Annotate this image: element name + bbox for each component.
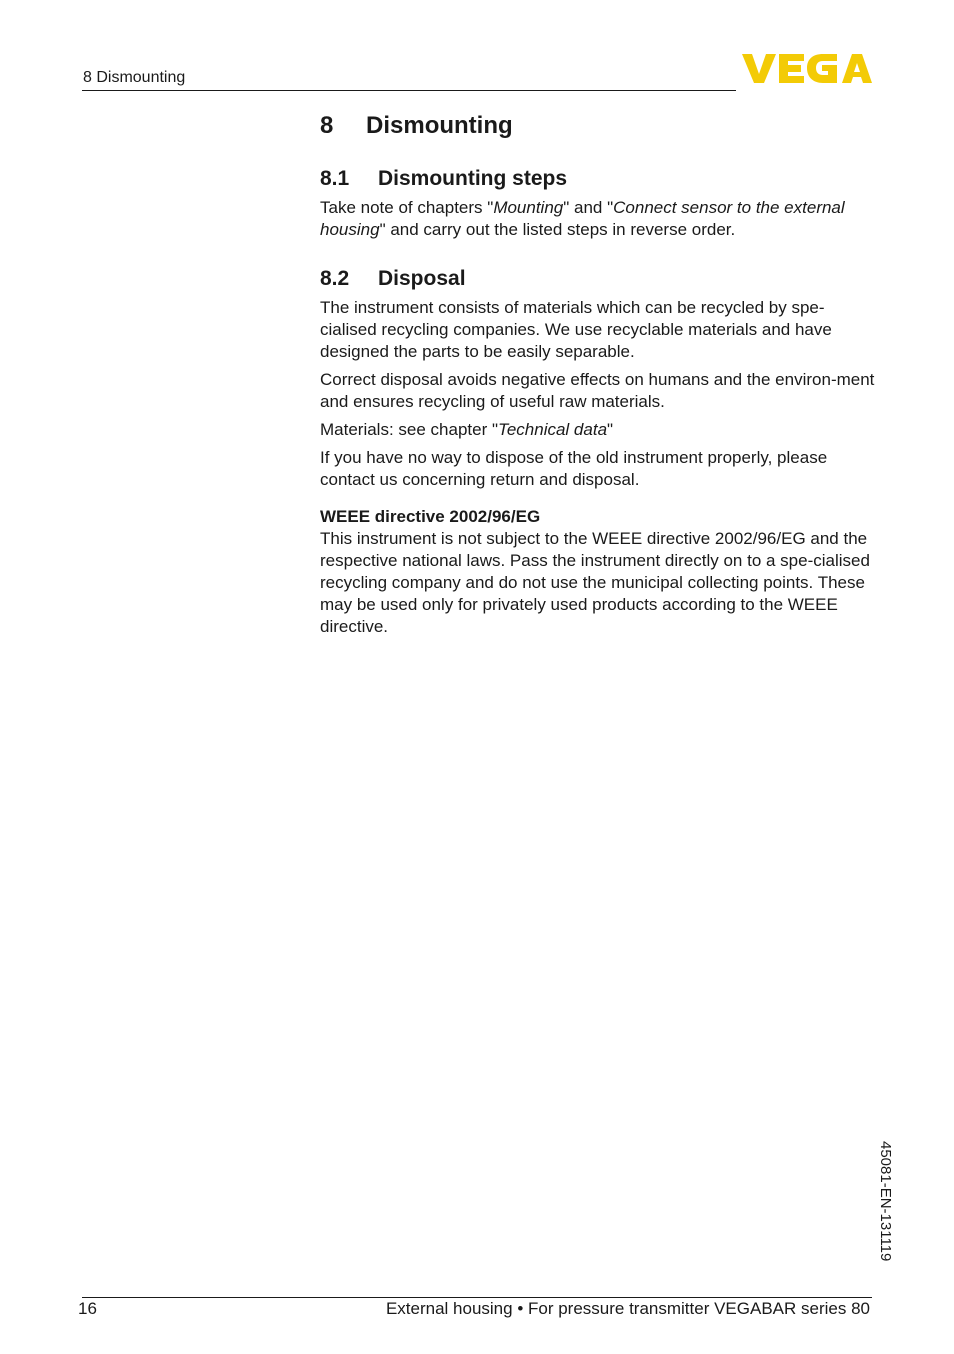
- vega-logo: [742, 52, 872, 84]
- chapter-heading: [320, 108, 880, 144]
- weee-paragraph: This instrument is not subject to the WEEE directive 2002/96/EG and the respective national laws. Pass the instrument directly on to a spe-cialised recycling company and do not use the municipal collecting points. These may be used only for privately used products according to the WEEE directive.: [320, 529, 870, 636]
- text-run: " and ": [563, 198, 614, 217]
- disposal-paragraph-3: [320, 419, 880, 441]
- page-number: 16: [78, 1299, 97, 1318]
- disposal-paragraph-4: If you have no way to dispose of the old instrument properly, please contact us concerning return and disposal.: [320, 448, 828, 489]
- text-run: Materials: see chapter ": [320, 420, 499, 439]
- text-run: ": [607, 420, 614, 439]
- footer-title: External housing • For pressure transmitter VEGABAR series 80: [385, 1299, 870, 1318]
- header-section-label: 8 Dismounting: [83, 69, 186, 86]
- main-content: [320, 108, 880, 638]
- section-8-1-heading: [320, 165, 880, 193]
- section-8-2-heading: [320, 265, 880, 293]
- disposal-paragraph-1: The instrument consists of materials which can be recycled by spe-cialised recycling companies. We use recyclable materials and have designed the parts to be easily separable.: [320, 298, 832, 361]
- section-8-1-number: 8.1: [320, 167, 350, 190]
- header-divider: [82, 90, 736, 91]
- technical-data-reference: Technical data: [498, 420, 608, 439]
- section-8-2-number: 8.2: [320, 267, 350, 290]
- connect-sensor-reference: Connect sensor to the external housing: [320, 198, 845, 239]
- chapter-number: 8: [320, 112, 334, 139]
- section-8-1-paragraph: [320, 197, 880, 241]
- vega-logo-letters: [742, 54, 872, 83]
- text-run: Take note of chapters ": [320, 198, 494, 217]
- text-run: " and carry out the listed steps in reverse order.: [379, 220, 736, 239]
- mounting-reference: Mounting: [493, 198, 564, 217]
- section-8-2-title: Disposal: [378, 267, 466, 290]
- section-8-1-title: Dismounting steps: [378, 167, 568, 190]
- disposal-paragraph-2: Correct disposal avoids negative effects on humans and the environ-ment and ensures recycling of useful raw materials.: [320, 370, 875, 411]
- document-code: 45081-EN-131119: [877, 1141, 894, 1262]
- chapter-title: Dismounting: [366, 112, 513, 139]
- weee-heading: WEEE directive 2002/96/EG: [320, 507, 541, 526]
